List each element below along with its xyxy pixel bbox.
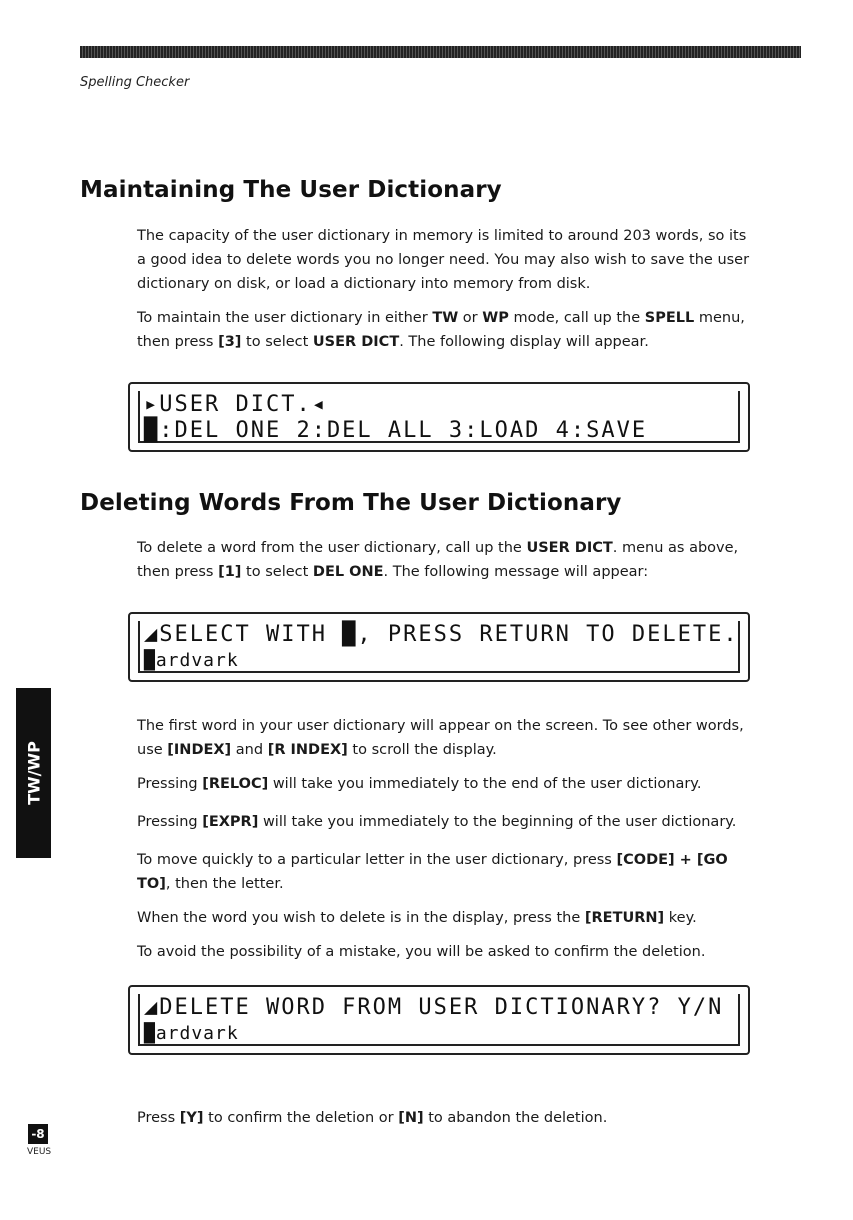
side-tab: [16, 688, 51, 858]
paragraph-code-goto: To move quickly to a particular letter in the user dictionary, press [CODE] + [GO TO], then the letter.: [137, 852, 728, 892]
lcd-line-1: ▸USER DICT.◂: [144, 392, 327, 417]
lcd-confirm-delete: [128, 985, 750, 1055]
side-tab-label: TW/WP: [24, 741, 43, 805]
page-number: -8: [28, 1124, 48, 1144]
lcd-line-1: ◢DELETE WORD FROM USER DICTIONARY? Y/N: [144, 995, 724, 1020]
paragraph-return: When the word you wish to delete is in the display, press the [RETURN] key.: [137, 910, 697, 926]
heading-deleting: Deleting Words From The User Dictionary: [80, 490, 622, 516]
lcd-user-dict-menu: [128, 382, 750, 452]
lcd-line-1: ◢SELECT WITH █, PRESS RETURN TO DELETE.: [144, 622, 739, 647]
lcd-line-2: █ardvark: [144, 1023, 239, 1044]
lcd-select-delete: [128, 612, 750, 682]
paragraph-confirm: To avoid the possibility of a mistake, you will be asked to confirm the deletion.: [137, 944, 706, 960]
paragraph-reloc: Pressing [RELOC] will take you immediately to the end of the user dictionary.: [137, 776, 702, 792]
lcd-line-2: █ardvark: [144, 650, 239, 671]
header-rule: [80, 46, 801, 58]
paragraph-delete-intro: To delete a word from the user dictionary, call up the USER DICT. menu as above, then press [1] to select DEL ONE. The following message will appear:: [137, 540, 739, 580]
paragraph-maintain: To maintain the user dictionary in either TW or WP mode, call up the SPELL menu, then press [3] to select USER DICT. The following display will appear.: [137, 310, 745, 350]
heading-maintaining: Maintaining The User Dictionary: [80, 177, 502, 203]
paragraph-capacity: The capacity of the user dictionary in memory is limited to around 203 words, so its a good idea to delete words you no longer need. You may also wish to save the user dictionary on disk, or load a dictionary into memory from disk.: [137, 228, 750, 292]
footer-label: VEUS: [27, 1147, 52, 1157]
paragraph-expr: Pressing [EXPR] will take you immediately to the beginning of the user dictionary.: [137, 814, 737, 830]
paragraph-first-word: The first word in your user dictionary will appear on the screen. To see other words, use [INDEX] and [R INDEX] to scroll the display.: [137, 718, 744, 758]
paragraph-yes-no: Press [Y] to confirm the deletion or [N] to abandon the deletion.: [137, 1110, 608, 1126]
lcd-line-2: █:DEL ONE 2:DEL ALL 3:LOAD 4:SAVE: [144, 418, 648, 443]
running-header: Spelling Checker: [80, 75, 190, 90]
